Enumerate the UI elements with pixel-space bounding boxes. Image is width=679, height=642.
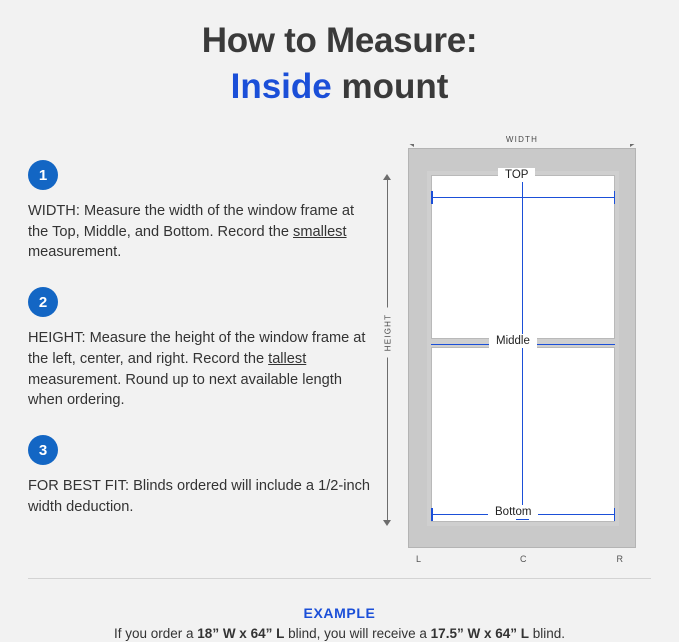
step-badge-3: 3 xyxy=(28,435,58,465)
title-line-2 xyxy=(0,65,679,109)
step-body-2b: measurement. Round up to next available length when ordering. xyxy=(28,371,342,409)
height-arrow-head-bottom-icon xyxy=(383,520,391,526)
position-labels xyxy=(408,554,636,568)
position-label-right: R xyxy=(616,554,623,564)
window-diagram xyxy=(378,130,658,564)
step-text-3 xyxy=(28,476,378,517)
pane-label-bottom: Bottom xyxy=(488,505,538,519)
height-arrow-label-wrap xyxy=(384,296,393,370)
position-label-left: L xyxy=(416,554,422,564)
title-accent-word: Inside xyxy=(230,66,332,106)
step-emphasis-1: smallest xyxy=(293,223,347,240)
step-body-1b: measurement. xyxy=(28,244,122,261)
window-frame-outer xyxy=(408,148,636,548)
measure-line-top xyxy=(431,197,615,198)
step-text-1 xyxy=(28,201,378,263)
example-text-after: blind. xyxy=(528,626,565,641)
measure-tick-bottom-right xyxy=(614,508,616,521)
example-result-size: 17.5” W x 64” L xyxy=(430,626,529,641)
steps-list xyxy=(28,160,378,541)
height-arrow-head-top-icon xyxy=(383,174,391,180)
example-heading: EXAMPLE xyxy=(303,605,376,621)
example-text-middle: blind, you will receive a xyxy=(284,626,431,641)
measure-tick-top-right xyxy=(614,191,616,204)
height-arrow-label: HEIGHT xyxy=(381,308,396,357)
step-emphasis-2: tallest xyxy=(268,350,307,367)
pane-label-middle: Middle xyxy=(489,334,537,348)
step-lead-2: HEIGHT: xyxy=(28,330,86,347)
step-lead-3: FOR BEST FIT: xyxy=(28,478,130,495)
height-dimension-arrow xyxy=(380,174,396,526)
step-item-2 xyxy=(28,287,378,411)
step-badge-2: 2 xyxy=(28,287,58,317)
measure-tick-bottom-left xyxy=(431,508,433,521)
footer-divider xyxy=(28,578,651,579)
step-text-2 xyxy=(28,328,378,411)
window-frame-inner xyxy=(427,171,619,526)
title-rest-word: mount xyxy=(331,66,449,106)
window-pane-bottom xyxy=(431,347,615,522)
step-badge-1: 1 xyxy=(28,160,58,190)
example-text-before: If you order a xyxy=(114,626,198,641)
step-body-3a: Blinds ordered will include a 1/2-inch width deduction. xyxy=(28,478,371,515)
example-order-size: 18” W x 64” L xyxy=(197,626,285,641)
title-line-1: How to Measure: xyxy=(201,21,478,60)
step-body-1a: Measure the width of the window frame at the Top, Middle, and Bottom. Record the xyxy=(28,203,355,240)
width-arrow-label: WIDTH xyxy=(500,135,544,144)
example-text xyxy=(0,626,679,641)
window-pane-top xyxy=(431,175,615,339)
step-item-3 xyxy=(28,435,378,517)
page-title xyxy=(0,22,679,108)
step-item-1 xyxy=(28,160,378,263)
measure-tick-top-left xyxy=(431,191,433,204)
pane-label-top: TOP xyxy=(498,168,535,182)
step-lead-1: WIDTH: xyxy=(28,203,80,219)
width-arrow-label-wrap xyxy=(408,135,636,144)
step-body-2a: Measure the height of the window frame at the left, center, and right. Record the xyxy=(28,330,366,367)
position-label-center: C xyxy=(520,554,527,564)
